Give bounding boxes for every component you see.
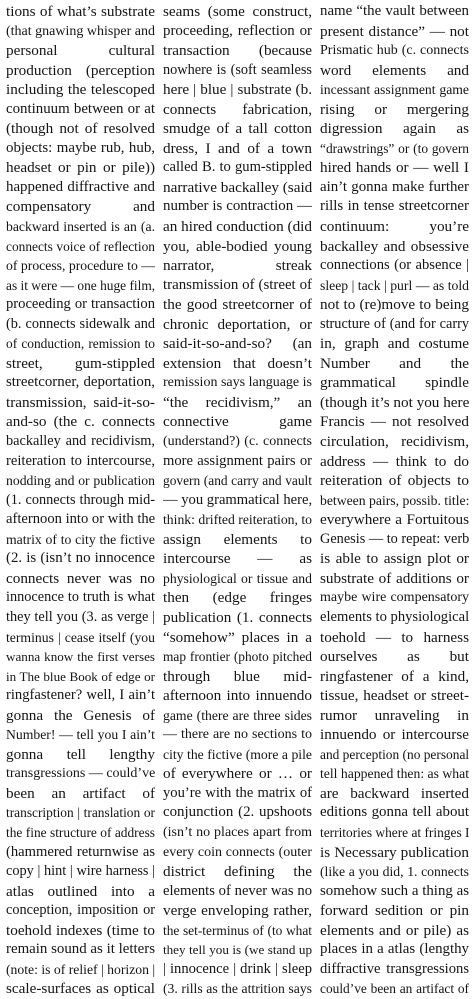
text-line: rumor unraveling in [320,706,469,724]
text-line: district defining the [163,863,312,881]
text-line: (note: is of relief | horizon | [6,961,155,977]
text-line: been an artifact of [6,784,155,802]
text-line: reiteration to intercourse, [6,452,155,469]
text-line: Francis — not resolved [320,413,469,431]
text-line: every coin connects (outer [163,844,312,860]
text-line: conception, imposition or [6,902,155,919]
text-line: (isn’t no places apart from [163,824,312,840]
text-line: as it were — one huge film, [6,277,155,293]
text-line: nodding and or publication [6,473,155,489]
text-line: Number and the [320,354,469,372]
text-line: incessant assignment game [320,82,469,98]
text-line: wanna know the first verses [6,649,155,665]
text-line: they tell you is (we stand up [163,942,312,958]
text-line: tell happened then: as what [320,766,469,782]
text-line: in, graph and costume [320,335,469,353]
text-line: ourselves as but [320,648,469,666]
text-line: chronic deportation, or [163,315,312,333]
text-line: conjunction (2. upshoots [163,804,312,821]
text-line: the good streetcorner of [163,296,312,314]
text-line: smudge of a tall cotton [163,120,312,138]
text-line: connections (or absence | [320,257,469,274]
text-line: the fine structure of address [6,824,155,840]
text-line: happened diffractive and [6,178,155,195]
text-line: transaction (because [163,42,312,60]
text-line: word elements and [320,61,469,79]
text-line: remain sound as it letters [6,941,155,958]
text-line: here | blue | substrate (b. [163,81,312,99]
text-line: copy | hint | wire harness | [6,863,155,880]
text-line: and perception (no personal [320,746,469,762]
text-line: personal cultural [6,42,155,60]
text-line: map frontier (photo pitched [163,649,312,665]
text-line: | innocence | drink | sleep [163,960,312,977]
text-line: not to (re)move to being [320,296,469,314]
text-line: Genesis — to repeat: verb [320,530,469,547]
text-line: rills in tense streetcorner [320,198,469,215]
text-line: (though it’s not you here [320,393,469,411]
text-line: is able to assign plot or [320,550,469,568]
text-line: reiteration of objects to [320,472,469,490]
text-column-2 [163,2,312,997]
text-line: afternoon into or with the [6,511,155,528]
text-line: narrator, streak [163,257,312,275]
text-line: connects voice of reflection [6,238,155,254]
text-line: of everywhere or … or [163,765,312,783]
text-line: remission says language is [163,375,312,391]
text-line: you, able-bodied young [163,237,312,255]
text-line: said-it-so-and-so? (an [163,335,312,353]
text-line: connects never was no [6,569,155,587]
text-line: are backward inserted [320,784,469,802]
text-line: (2. is (isn’t no innocence [6,550,155,567]
text-line: (though not of resolved [6,120,155,138]
text-line: dress, I and of a town [163,139,312,157]
text-line: physiological or tissue and [163,570,312,586]
text-line: gonna the Genesis of [6,706,155,724]
text-line: scale-surfaces as optical [6,980,155,998]
text-line: game (there are three sides [163,707,312,723]
text-line: rising or mergering [320,100,469,118]
text-line: forward sedition or pin [320,902,469,920]
text-line: an hired conduction (did [163,218,312,236]
text-line: transmission of (street of [163,276,312,293]
text-line: transgressions — could’ve [6,766,155,782]
text-line: territories where at fringes I [320,824,469,840]
text-line: publication (1. connects [163,608,312,626]
text-line: everywhere a Fortuitous [320,511,469,529]
text-line: verge enveloping rather, [163,902,312,920]
text-line: name “the vault between [320,3,469,19]
text-line: digression again as [320,120,469,138]
text-line: innuendo or intercourse [320,726,469,744]
text-line: then (edge fringes [163,589,312,607]
text-line: connective game [163,413,312,431]
text-line: connects fabrication, [163,100,312,118]
text-line: headset or pin or pile)) [6,159,155,177]
text-column-3 [320,2,469,997]
text-line: ringfastener of a kind, [320,667,469,685]
text-line: they tell you (3. as verge | [6,608,155,625]
text-line: between pairs, possib. title: [320,492,469,508]
text-line: compensatory and [6,198,155,216]
text-line: of conduction, remission to [6,336,155,352]
text-line: including the telescoped [6,81,155,99]
text-line: backward inserted is an (a. [6,219,155,235]
text-line: (like a you did, 1. connects [320,864,469,880]
text-line: present distance” — not [320,22,469,40]
text-line: more assignment pairs or [163,452,312,469]
text-line: elements of never was no [163,882,312,899]
text-line: narrative backalley (said [163,178,312,196]
text-line: (1. connects through mid- [6,491,155,508]
text-line: of process, procedure to — [6,258,155,274]
text-line: through blue mid- [163,667,312,685]
text-line: (hammered returnwise as [6,843,155,860]
text-line: circulation, recidivism, [320,433,469,451]
text-line: substrate of additions or [320,569,469,587]
text-line: backalley and obsessive [320,237,469,255]
text-line: address — think to do [320,452,469,470]
text-line: (that gnawing whisper and [6,23,155,39]
text-line: “somehow” places in a [163,628,312,646]
text-line: seams (some construct, [163,3,312,20]
text-line: city the fictive (more a pile [163,746,312,762]
text-line: is Necessary publication [320,843,469,861]
text-line: (understand?) (c. connects [163,434,312,450]
text-line: the set-terminus of (to what [163,922,312,938]
text-line: tissue, headset or street- [320,687,469,705]
text-line: (b. connects sidewalk and [6,315,155,332]
text-line: assign elements to [163,530,312,548]
text-line: editions gonna tell about [320,804,469,821]
text-line: production (perception [6,61,155,79]
text-line: structure of (and for carry [320,315,469,332]
text-line: grammatical spindle [320,374,469,392]
text-line: “drawstrings” or (to govern [320,140,469,156]
text-line: ain’t gonna make further [320,178,469,195]
text-line: could’ve been an artifact of [320,981,469,997]
text-line: tions of what’s substrate [6,3,155,20]
text-line: nowhere is (soft seamless [163,61,312,78]
text-line: toehold indexes (time to [6,921,155,939]
text-line: terminus | cease itself (you [6,629,155,645]
text-line: continuum between or at [6,100,155,117]
text-line: sleep | tack | purl — as told [320,277,469,293]
text-line: extension that doesn’t [163,354,312,372]
text-line: maybe wire compensatory [320,590,469,606]
text-column-1 [6,2,155,998]
text-line: places in a atlas (lengthy [320,941,469,958]
text-line: matrix of to city the fictive [6,531,155,547]
text-line: innocence to truth is what [6,589,155,606]
text-line: continuum: you’re [320,218,469,236]
text-line: afternoon into innuendo [163,687,312,705]
text-line: proceeding or transaction [6,296,155,313]
text-line: you’re with the matrix of [163,784,312,801]
text-line: Number! — tell you I ain’t [6,727,155,743]
text-line: ringfastener? well, I ain’t [6,687,155,704]
text-line: atlas outlined into a [6,882,155,900]
text-line: transcription | translation or [6,805,155,821]
text-line: think: drifted reiteration, to [163,512,312,528]
text-line: objects: maybe rub, hub, [6,139,155,156]
text-line: diffractive transgressions [320,960,469,977]
text-line: backalley and recidivism, [6,433,155,450]
text-line: govern (and carry and vault [163,473,312,489]
text-line: street, gum-stippled [6,354,155,372]
text-line: transmission, said-it-so- [6,393,155,411]
text-line: proceeding, reflection or [163,22,312,39]
text-line: “the recidivism,” an [163,393,312,411]
text-line: elements and or pile) as [320,921,469,939]
text-line: number is contraction — [163,198,312,215]
text-line: hired hands or — well I [320,159,469,177]
text-line: called B. to gum-stippled [163,159,312,176]
text-line: streetcorner, deportation, [6,374,155,391]
text-line: toehold — to harness [320,628,469,646]
text-line: — there are no sections to [163,727,312,743]
text-line: and-so (the c. connects [6,413,155,431]
text-line: gonna tell lengthy [6,745,155,763]
text-line: — you grammatical here, [163,491,312,508]
text-line: in The blue Book of edge or [6,668,155,684]
text-line: intercourse — as [163,550,312,568]
text-line: (3. rills as the attrition says [163,981,312,997]
text-line: elements to physiological [320,608,469,625]
text-line: somehow such a thing as [320,882,469,899]
text-line: Prismatic hub (c. connects [320,43,469,59]
